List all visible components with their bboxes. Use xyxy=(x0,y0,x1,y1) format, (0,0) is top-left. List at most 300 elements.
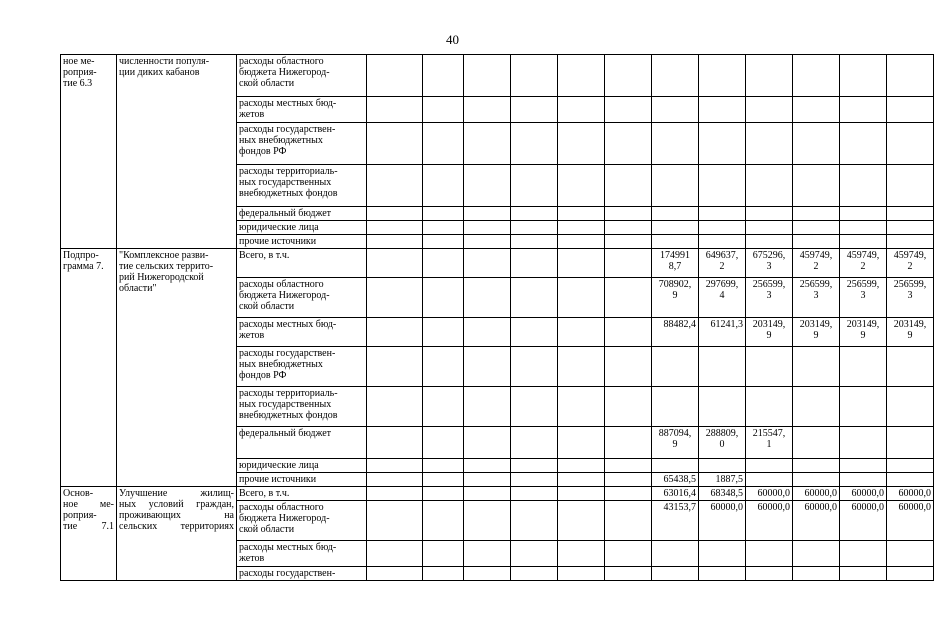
funding-source-cell xyxy=(237,55,367,97)
value-cell xyxy=(887,278,934,318)
empty-cell xyxy=(558,97,605,123)
text-line: "Комплексное разви- xyxy=(119,250,209,261)
value-cell xyxy=(887,207,934,221)
funding-source-cell xyxy=(237,235,367,249)
empty-cell xyxy=(605,221,652,235)
value-cell xyxy=(887,249,934,278)
empty-cell xyxy=(605,487,652,501)
cell-text xyxy=(119,56,234,78)
empty-cell xyxy=(558,207,605,221)
text-line: расходы областного xyxy=(239,502,324,513)
text-line: Всего, в т.ч. xyxy=(239,488,290,499)
value-cell xyxy=(699,278,746,318)
program-name-cell xyxy=(117,249,237,487)
empty-cell xyxy=(558,318,605,347)
empty-cell xyxy=(423,541,464,567)
value-text: 1887,5 xyxy=(715,474,743,485)
cell-text xyxy=(119,488,234,532)
value-cell xyxy=(793,487,840,501)
text-line: прочие источники xyxy=(239,474,317,485)
text-line: расходы государствен- xyxy=(239,124,336,135)
text-line: расходы государствен- xyxy=(239,568,336,579)
empty-cell xyxy=(605,97,652,123)
empty-cell xyxy=(558,387,605,427)
text-line: тие сельских террито- xyxy=(119,261,214,272)
text-line: федеральный бюджет xyxy=(239,208,332,219)
value-cell xyxy=(793,459,840,473)
value-text: 60000,0 xyxy=(804,488,837,499)
funding-source-cell xyxy=(237,221,367,235)
empty-cell xyxy=(367,541,423,567)
value-cell xyxy=(699,487,746,501)
value-cell xyxy=(793,427,840,459)
text-line: ных внебюджетных xyxy=(239,135,323,146)
value-cell xyxy=(887,55,934,97)
empty-cell xyxy=(367,55,423,97)
text-line: внебюджетных фондов xyxy=(239,188,338,199)
empty-cell xyxy=(423,473,464,487)
value-cell xyxy=(746,501,793,541)
cell-text xyxy=(239,56,364,89)
value-cell xyxy=(793,387,840,427)
cell-text xyxy=(239,474,364,485)
cell-text xyxy=(239,319,364,341)
text-line: расходы областного xyxy=(239,279,324,290)
empty-cell xyxy=(605,459,652,473)
cell-text xyxy=(239,208,364,219)
value-cell xyxy=(793,473,840,487)
cell-text xyxy=(239,98,364,120)
value-cell xyxy=(746,473,793,487)
empty-cell xyxy=(423,318,464,347)
value-text: 256599, 3 xyxy=(846,279,880,301)
value-text: 887094, 9 xyxy=(658,428,692,450)
text-line: прочие источники xyxy=(239,236,317,247)
empty-cell xyxy=(367,207,423,221)
value-cell xyxy=(793,249,840,278)
empty-cell xyxy=(605,207,652,221)
empty-cell xyxy=(558,473,605,487)
value-cell xyxy=(746,165,793,207)
empty-cell xyxy=(511,249,558,278)
value-cell xyxy=(652,221,699,235)
empty-cell xyxy=(464,501,511,541)
value-cell xyxy=(699,387,746,427)
value-cell xyxy=(887,235,934,249)
empty-cell xyxy=(464,347,511,387)
empty-cell xyxy=(367,487,423,501)
cell-text xyxy=(239,279,364,312)
value-text: 60000,0 xyxy=(898,488,931,499)
value-cell xyxy=(887,123,934,165)
value-cell xyxy=(793,55,840,97)
empty-cell xyxy=(367,347,423,387)
value-cell xyxy=(840,55,887,97)
value-cell xyxy=(746,221,793,235)
empty-cell xyxy=(558,541,605,567)
text-line: бюджета Нижегород- xyxy=(239,290,330,301)
empty-cell xyxy=(367,278,423,318)
value-cell xyxy=(699,55,746,97)
value-cell xyxy=(746,123,793,165)
value-cell xyxy=(746,387,793,427)
value-cell xyxy=(887,473,934,487)
value-cell xyxy=(793,501,840,541)
value-cell xyxy=(887,97,934,123)
value-text: 203149, 9 xyxy=(846,319,880,341)
value-cell xyxy=(652,501,699,541)
text-line: области" xyxy=(119,283,157,294)
empty-cell xyxy=(423,165,464,207)
value-cell xyxy=(746,567,793,581)
value-cell xyxy=(699,221,746,235)
empty-cell xyxy=(464,487,511,501)
cell-text xyxy=(239,222,364,233)
empty-cell xyxy=(423,459,464,473)
empty-cell xyxy=(605,318,652,347)
empty-cell xyxy=(423,427,464,459)
value-text: 256599, 3 xyxy=(752,279,786,301)
text-line: юридические лица xyxy=(239,222,319,233)
value-cell xyxy=(840,427,887,459)
empty-cell xyxy=(423,235,464,249)
empty-cell xyxy=(558,235,605,249)
empty-cell xyxy=(511,459,558,473)
empty-cell xyxy=(511,427,558,459)
funding-source-cell xyxy=(237,97,367,123)
value-text: 459749, 2 xyxy=(893,250,927,272)
empty-cell xyxy=(423,387,464,427)
value-cell xyxy=(793,165,840,207)
empty-cell xyxy=(367,97,423,123)
funding-source-cell xyxy=(237,249,367,278)
cell-text xyxy=(63,250,114,272)
value-text: 88482,4 xyxy=(663,319,696,330)
text-line: сельских территориях xyxy=(119,521,234,532)
empty-cell xyxy=(367,249,423,278)
empty-cell xyxy=(367,459,423,473)
value-cell xyxy=(652,427,699,459)
empty-cell xyxy=(464,541,511,567)
value-cell xyxy=(887,387,934,427)
empty-cell xyxy=(464,459,511,473)
value-text: 65438,5 xyxy=(663,474,696,485)
text-line: расходы государствен- xyxy=(239,348,336,359)
value-text: 60000,0 xyxy=(710,502,743,513)
value-text: 203149, 9 xyxy=(752,319,786,341)
value-text: 203149, 9 xyxy=(893,319,927,341)
funding-source-cell xyxy=(237,318,367,347)
value-cell xyxy=(793,235,840,249)
value-cell xyxy=(840,473,887,487)
value-cell xyxy=(652,487,699,501)
table-row xyxy=(61,487,934,501)
text-line: грамма 7. xyxy=(63,261,104,272)
value-cell xyxy=(699,235,746,249)
empty-cell xyxy=(423,278,464,318)
cell-text xyxy=(239,460,364,471)
value-cell xyxy=(699,249,746,278)
empty-cell xyxy=(558,487,605,501)
value-text: 708902, 9 xyxy=(658,279,692,301)
empty-cell xyxy=(511,473,558,487)
text-line: ное ме- xyxy=(63,56,95,67)
text-line: фондов РФ xyxy=(239,146,287,157)
value-cell xyxy=(652,249,699,278)
empty-cell xyxy=(558,567,605,581)
value-cell xyxy=(699,165,746,207)
value-cell xyxy=(746,235,793,249)
cell-text xyxy=(239,488,364,499)
empty-cell xyxy=(367,235,423,249)
empty-cell xyxy=(558,165,605,207)
cell-text xyxy=(239,348,364,381)
value-cell xyxy=(840,221,887,235)
funding-source-cell xyxy=(237,347,367,387)
empty-cell xyxy=(511,221,558,235)
value-cell xyxy=(699,427,746,459)
empty-cell xyxy=(423,501,464,541)
text-line: расходы областного xyxy=(239,56,324,67)
value-cell xyxy=(652,318,699,347)
value-cell xyxy=(652,473,699,487)
value-cell xyxy=(746,207,793,221)
value-cell xyxy=(840,387,887,427)
text-line: ской области xyxy=(239,78,295,89)
text-line: бюджета Нижегород- xyxy=(239,513,330,524)
empty-cell xyxy=(511,235,558,249)
value-text: 63016,4 xyxy=(663,488,696,499)
text-line: расходы территориаль- xyxy=(239,166,338,177)
empty-cell xyxy=(464,427,511,459)
value-cell xyxy=(840,541,887,567)
empty-cell xyxy=(464,165,511,207)
empty-cell xyxy=(367,165,423,207)
empty-cell xyxy=(464,567,511,581)
value-cell xyxy=(793,123,840,165)
empty-cell xyxy=(464,97,511,123)
value-cell xyxy=(652,541,699,567)
value-cell xyxy=(652,123,699,165)
value-cell xyxy=(840,501,887,541)
measure-cell xyxy=(61,249,117,487)
empty-cell xyxy=(464,278,511,318)
empty-cell xyxy=(558,55,605,97)
cell-text xyxy=(239,166,364,199)
empty-cell xyxy=(605,235,652,249)
cell-text xyxy=(239,428,364,439)
value-text: 675296, 3 xyxy=(752,250,786,272)
text-line: расходы местных бюд- xyxy=(239,542,337,553)
value-cell xyxy=(840,278,887,318)
value-cell xyxy=(652,459,699,473)
cell-text xyxy=(239,542,364,564)
text-line: Подпро- xyxy=(63,250,99,261)
value-cell xyxy=(652,567,699,581)
value-cell xyxy=(699,567,746,581)
funding-source-cell xyxy=(237,567,367,581)
funding-source-cell xyxy=(237,278,367,318)
value-text: 68348,5 xyxy=(710,488,743,499)
value-text: 459749, 2 xyxy=(799,250,833,272)
empty-cell xyxy=(605,55,652,97)
funding-source-cell xyxy=(237,387,367,427)
empty-cell xyxy=(367,567,423,581)
value-cell xyxy=(840,235,887,249)
value-cell xyxy=(793,347,840,387)
cell-text xyxy=(119,250,234,294)
text-line: роприя- xyxy=(63,510,97,521)
empty-cell xyxy=(367,221,423,235)
text-line: федеральный бюджет xyxy=(239,428,332,439)
value-cell xyxy=(652,387,699,427)
funding-source-cell xyxy=(237,473,367,487)
value-text: 60000,0 xyxy=(851,488,884,499)
empty-cell xyxy=(464,318,511,347)
program-name-cell xyxy=(117,55,237,249)
value-text: 43153,7 xyxy=(663,502,696,513)
value-text: 256599, 3 xyxy=(893,279,927,301)
text-line: рий Нижегородской xyxy=(119,272,204,283)
value-text: 174991 8,7 xyxy=(660,250,690,272)
empty-cell xyxy=(423,221,464,235)
empty-cell xyxy=(558,427,605,459)
value-cell xyxy=(840,123,887,165)
text-line: тие 7.1 xyxy=(63,521,114,532)
empty-cell xyxy=(511,165,558,207)
value-cell xyxy=(746,318,793,347)
cell-text xyxy=(239,124,364,157)
measure-cell xyxy=(61,55,117,249)
text-line: ции диких кабанов xyxy=(119,67,200,78)
value-cell xyxy=(793,207,840,221)
empty-cell xyxy=(464,249,511,278)
empty-cell xyxy=(558,123,605,165)
cell-text xyxy=(239,236,364,247)
value-cell xyxy=(652,55,699,97)
value-cell xyxy=(840,459,887,473)
value-cell xyxy=(887,501,934,541)
empty-cell xyxy=(464,235,511,249)
text-line: расходы местных бюд- xyxy=(239,319,337,330)
empty-cell xyxy=(423,249,464,278)
empty-cell xyxy=(511,567,558,581)
text-line: ных государственных xyxy=(239,399,332,410)
value-cell xyxy=(840,318,887,347)
empty-cell xyxy=(367,501,423,541)
value-cell xyxy=(840,567,887,581)
value-cell xyxy=(746,347,793,387)
empty-cell xyxy=(511,347,558,387)
empty-cell xyxy=(605,278,652,318)
funding-source-cell xyxy=(237,487,367,501)
text-line: Улучшение жилищ- xyxy=(119,488,234,499)
value-cell xyxy=(793,318,840,347)
value-cell xyxy=(840,249,887,278)
value-cell xyxy=(652,235,699,249)
table-row xyxy=(61,55,934,97)
empty-cell xyxy=(423,347,464,387)
empty-cell xyxy=(423,97,464,123)
empty-cell xyxy=(367,387,423,427)
value-cell xyxy=(699,123,746,165)
text-line: Всего, в т.ч. xyxy=(239,250,290,261)
empty-cell xyxy=(464,123,511,165)
text-line: ных государственных xyxy=(239,177,332,188)
empty-cell xyxy=(605,541,652,567)
empty-cell xyxy=(511,318,558,347)
value-cell xyxy=(840,207,887,221)
empty-cell xyxy=(605,427,652,459)
value-text: 203149, 9 xyxy=(799,319,833,341)
empty-cell xyxy=(558,278,605,318)
value-cell xyxy=(699,501,746,541)
value-text: 60000,0 xyxy=(804,502,837,513)
text-line: ных условий граждан, xyxy=(119,499,234,510)
empty-cell xyxy=(367,473,423,487)
empty-cell xyxy=(464,221,511,235)
page-number: 40 xyxy=(446,32,459,47)
value-cell xyxy=(746,97,793,123)
table-row xyxy=(61,249,934,278)
empty-cell xyxy=(605,473,652,487)
value-text: 459749, 2 xyxy=(846,250,880,272)
value-cell xyxy=(746,427,793,459)
value-cell xyxy=(699,207,746,221)
empty-cell xyxy=(511,501,558,541)
value-text: 60000,0 xyxy=(898,502,931,513)
budget-table xyxy=(60,54,934,581)
funding-source-cell xyxy=(237,427,367,459)
empty-cell xyxy=(605,123,652,165)
funding-source-cell xyxy=(237,541,367,567)
value-text: 256599, 3 xyxy=(799,279,833,301)
empty-cell xyxy=(511,207,558,221)
value-cell xyxy=(746,541,793,567)
text-line: тие 6.3 xyxy=(63,78,93,89)
value-cell xyxy=(887,221,934,235)
cell-text xyxy=(63,56,114,89)
empty-cell xyxy=(605,249,652,278)
text-line: фондов РФ xyxy=(239,370,287,381)
value-cell xyxy=(746,55,793,97)
empty-cell xyxy=(511,541,558,567)
empty-cell xyxy=(558,249,605,278)
text-line: численности популя- xyxy=(119,56,210,67)
empty-cell xyxy=(464,473,511,487)
value-cell xyxy=(887,541,934,567)
value-text: 297699, 4 xyxy=(705,279,739,301)
empty-cell xyxy=(605,165,652,207)
value-text: 288809, 0 xyxy=(705,428,739,450)
value-cell xyxy=(793,541,840,567)
text-line: ской области xyxy=(239,301,295,312)
cell-text xyxy=(239,502,364,535)
value-cell xyxy=(652,165,699,207)
text-line: проживающих на xyxy=(119,510,234,521)
value-cell xyxy=(887,427,934,459)
value-text: 215547, 1 xyxy=(752,428,786,450)
empty-cell xyxy=(511,387,558,427)
text-line: жетов xyxy=(239,109,265,120)
value-cell xyxy=(699,347,746,387)
empty-cell xyxy=(558,459,605,473)
empty-cell xyxy=(605,347,652,387)
empty-cell xyxy=(367,318,423,347)
cell-text xyxy=(239,250,364,261)
value-cell xyxy=(840,165,887,207)
value-cell xyxy=(840,487,887,501)
